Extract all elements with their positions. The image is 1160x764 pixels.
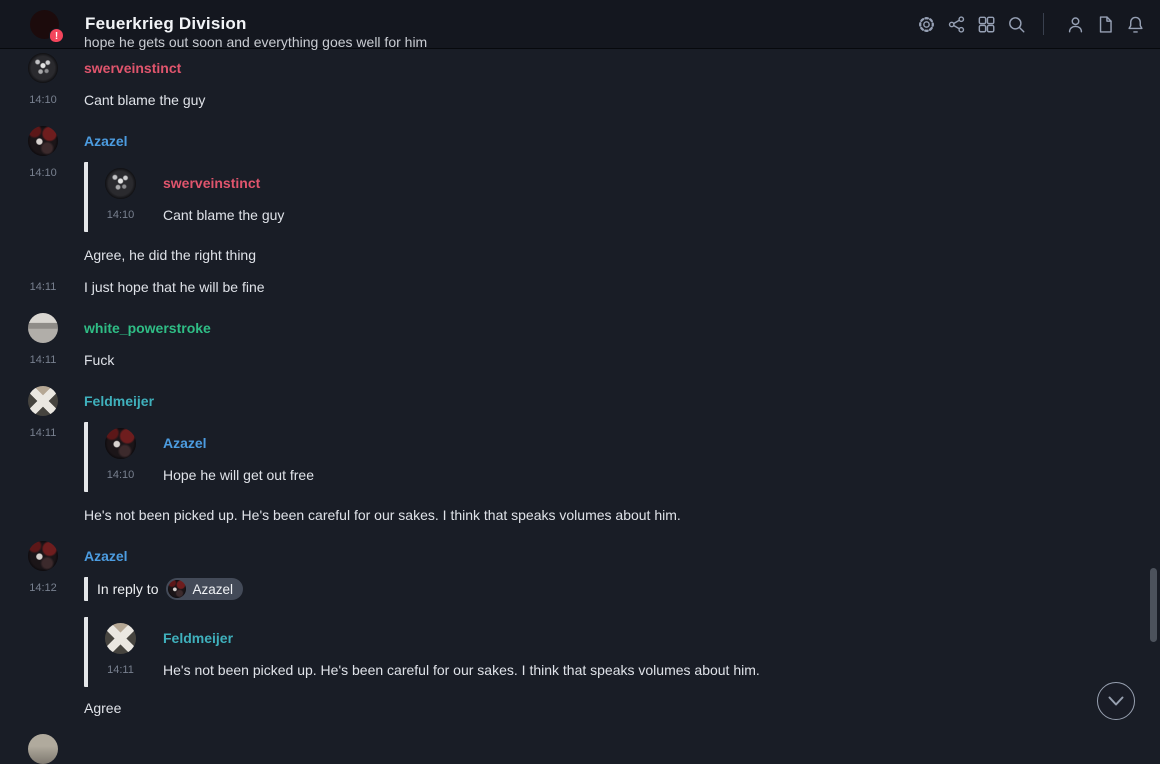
avatar-cell	[0, 53, 84, 83]
in-reply-to-row	[84, 577, 1160, 601]
message-body	[84, 89, 1160, 111]
message-timestamp: 14:11	[29, 354, 57, 366]
message-group	[0, 541, 1160, 719]
message	[0, 386, 1160, 526]
message-group	[0, 313, 1160, 371]
quoted-message[interactable]	[84, 162, 1160, 232]
username[interactable]: Feldmeijer	[84, 393, 155, 409]
channel-title: Feuerkrieg Division	[85, 14, 247, 33]
reply-user-pill[interactable]	[166, 578, 243, 600]
scroll-to-bottom-button[interactable]	[1097, 682, 1135, 720]
quote-avatar-cell	[105, 428, 163, 459]
message-text: I just hope that he will be fine	[84, 279, 265, 295]
message-body	[84, 577, 1160, 719]
quote-avatar[interactable]	[105, 168, 136, 199]
quote-username[interactable]: Azazel	[163, 435, 207, 451]
avatar-cell	[0, 126, 84, 156]
scrollbar-thumb[interactable]	[1150, 568, 1157, 642]
message-timestamp: 14:11	[29, 427, 57, 439]
reply-pill-avatar[interactable]	[168, 580, 186, 598]
in-reply-to-label: In reply to	[97, 581, 159, 597]
mention-badge: !	[49, 28, 64, 43]
message-text: Agree, he did the right thing	[84, 247, 257, 263]
quote-username[interactable]: swerveinstinct	[163, 175, 261, 191]
chevron-down-icon	[1108, 696, 1124, 706]
user-avatar[interactable]	[28, 53, 58, 83]
quote-timestamp: 14:10	[106, 209, 135, 221]
message	[0, 313, 1160, 371]
message-body	[84, 349, 1160, 371]
message-timestamp: 14:11	[29, 281, 57, 293]
message-text: Cant blame the guy	[84, 92, 206, 108]
quote-timestamp: 14:10	[106, 469, 135, 481]
message-list	[0, 31, 1160, 726]
quoted-message[interactable]	[84, 422, 1160, 492]
username[interactable]: swerveinstinct	[84, 60, 182, 76]
message-body	[84, 276, 1160, 298]
user-avatar[interactable]	[28, 126, 58, 156]
user-avatar[interactable]	[28, 313, 58, 343]
quote-text: Cant blame the guy	[163, 207, 285, 223]
quote-username[interactable]: Feldmeijer	[163, 630, 234, 646]
username[interactable]: Azazel	[84, 548, 128, 564]
message-text: Fuck	[84, 352, 115, 368]
message-body	[84, 162, 1160, 266]
message-group	[0, 53, 1160, 111]
message	[0, 53, 1160, 111]
message-group	[0, 386, 1160, 526]
message-group-partial	[0, 734, 1160, 764]
message	[0, 270, 1160, 298]
message-text: Agree	[84, 700, 122, 716]
username[interactable]: white_powerstroke	[84, 320, 211, 336]
avatar-cell	[0, 313, 84, 343]
user-avatar[interactable]	[28, 541, 58, 571]
quote-text: Hope he will get out free	[163, 467, 314, 483]
message-timestamp: 14:10	[29, 94, 57, 106]
message-text: He's not been picked up. He's been careful for our sakes. I think that speaks volumes about him.	[84, 507, 681, 523]
message-timestamp: 14:10	[29, 167, 57, 179]
quote-avatar[interactable]	[105, 428, 136, 459]
message	[0, 541, 1160, 719]
avatar-cell	[0, 386, 84, 416]
message-group	[0, 126, 1160, 298]
message-body	[84, 422, 1160, 526]
clipped-message-text: hope he gets out soon and everything goes well for him	[84, 34, 428, 50]
user-avatar[interactable]	[28, 386, 58, 416]
message	[0, 126, 1160, 266]
quote-text: He's not been picked up. He's been careful for our sakes. I think that speaks volumes about him.	[163, 662, 760, 678]
quote-timestamp: 14:11	[107, 664, 134, 676]
clipped-message	[84, 31, 1160, 50]
quoted-message[interactable]	[84, 617, 1160, 687]
quote-avatar[interactable]	[105, 623, 136, 654]
message-timestamp: 14:12	[29, 582, 57, 594]
username[interactable]: Azazel	[84, 133, 128, 149]
reply-pill-username: Azazel	[192, 581, 234, 597]
quote-avatar-cell	[105, 623, 163, 654]
avatar-cell	[0, 541, 84, 571]
next-user-avatar[interactable]	[28, 734, 58, 764]
quote-avatar-cell	[105, 168, 163, 199]
